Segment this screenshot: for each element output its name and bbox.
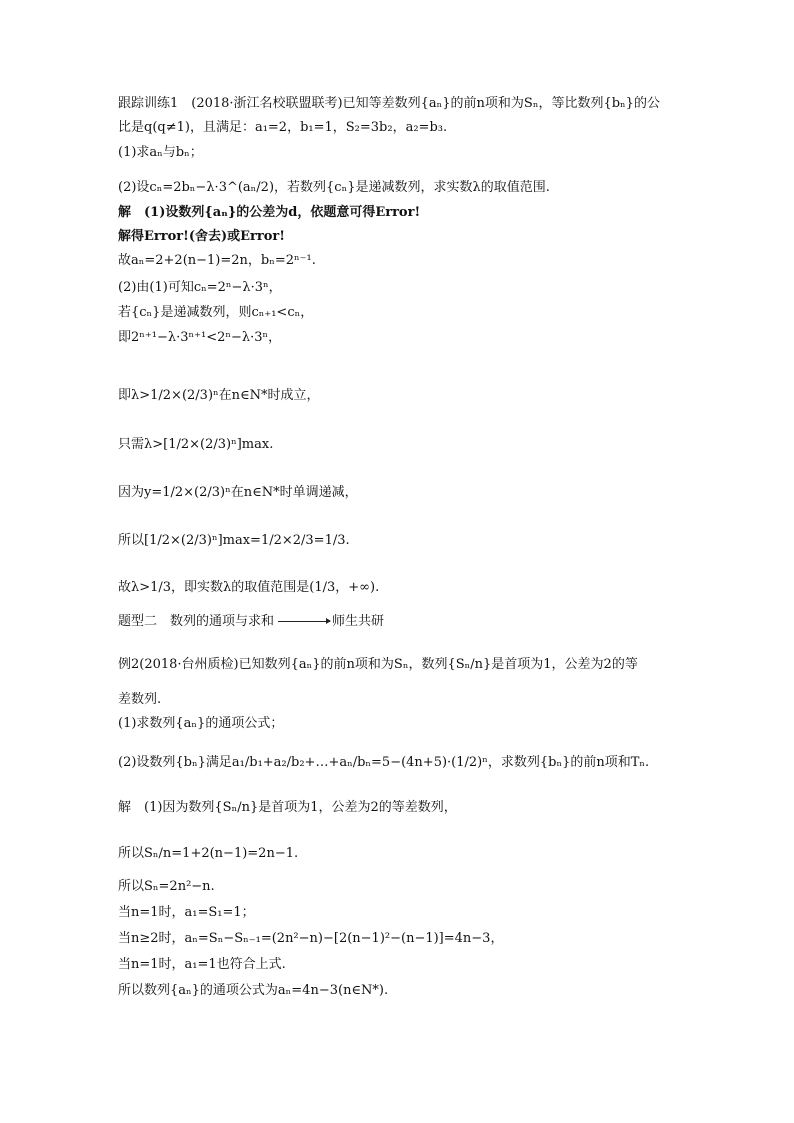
solution-line-4: (2)由(1)可知cₙ=2ⁿ−λ·3ⁿ， bbox=[118, 280, 282, 295]
example-solution-7: 所以数列{aₙ}的通项公式为aₙ=4n−3(n∈N*). bbox=[118, 983, 389, 998]
solution-line-8: 只需λ>[1/2×(2/3)ⁿ]max. bbox=[118, 437, 274, 452]
exercise-line-1: 跟踪训练1 (2018·浙江名校联盟联考)已知等差数列{aₙ}的前n项和为Sₙ，等比数列{bₙ}的公 bbox=[118, 96, 660, 111]
example-question-1: (1)求数列{aₙ}的通项公式； bbox=[118, 716, 284, 731]
solution-line-11: 故λ>1/3，即实数λ的取值范围是(1/3，+∞). bbox=[118, 580, 380, 595]
example-line-1: 例2(2018·台州质检)已知数列{aₙ}的前n项和为Sₙ，数列{Sₙ/n}是首项为1，公差为2的等 bbox=[118, 657, 638, 672]
question-1: (1)求aₙ与bₙ； bbox=[118, 145, 203, 160]
solution-line-7: 即λ>1/2×(2/3)ⁿ在n∈N*时成立， bbox=[118, 388, 320, 403]
section-heading bbox=[118, 614, 384, 630]
example-solution-1: 解 (1)因为数列{Sₙ/n}是首项为1，公差为2的等差数列， bbox=[118, 800, 457, 815]
solution-line-1: 解 (1)设数列{aₙ}的公差为d，依题意可得Error! bbox=[118, 205, 421, 220]
solution-line-6: 即2ⁿ⁺¹−λ·3ⁿ⁺¹<2ⁿ−λ·3ⁿ， bbox=[118, 330, 282, 345]
exercise-line-2: 比是q(q≠1)，且满足：a₁=2，b₁=1，S₂=3b₂，a₂=b₃. bbox=[118, 120, 448, 135]
solution-line-9: 因为y=1/2×(2/3)ⁿ在n∈N*时单调递减， bbox=[118, 485, 358, 500]
solution-line-5: 若{cₙ}是递减数列，则cₙ₊₁<cₙ， bbox=[118, 305, 314, 320]
section-heading-tag: 师生共研 bbox=[332, 614, 385, 629]
example-solution-3: 所以Sₙ=2n²−n. bbox=[118, 879, 215, 894]
example-question-2: (2)设数列{bₙ}满足a₁/b₁+a₂/b₂+…+aₙ/bₙ=5−(4n+5)·(1/2)ⁿ，求数列{bₙ}的前n项和Tₙ. bbox=[118, 755, 650, 770]
solution-line-2: 解得Error!(舍去)或Error! bbox=[118, 229, 285, 244]
example-solution-5: 当n≥2时，aₙ=Sₙ−Sₙ₋₁=(2n²−n)−[2(n−1)²−(n−1)]=4n−3， bbox=[118, 931, 504, 946]
example-solution-4: 当n=1时，a₁=S₁=1； bbox=[118, 905, 255, 920]
example-solution-6: 当n=1时，a₁=1也符合上式. bbox=[118, 957, 286, 972]
solution-line-10: 所以[1/2×(2/3)ⁿ]max=1/2×2/3=1/3. bbox=[118, 533, 350, 548]
solution-line-3: 故aₙ=2+2(n−1)=2n，bₙ=2ⁿ⁻¹. bbox=[118, 253, 316, 268]
section-heading-title: 题型二 数列的通项与求和 bbox=[118, 614, 275, 629]
example-solution-2: 所以Sₙ/n=1+2(n−1)=2n−1. bbox=[118, 846, 299, 861]
example-line-2: 差数列. bbox=[118, 692, 162, 707]
question-2: (2)设cₙ=2bₙ−λ·3^(aₙ/2)，若数列{cₙ}是递减数列，求实数λ的取值范围. bbox=[118, 180, 550, 195]
arrow-icon bbox=[278, 621, 330, 622]
